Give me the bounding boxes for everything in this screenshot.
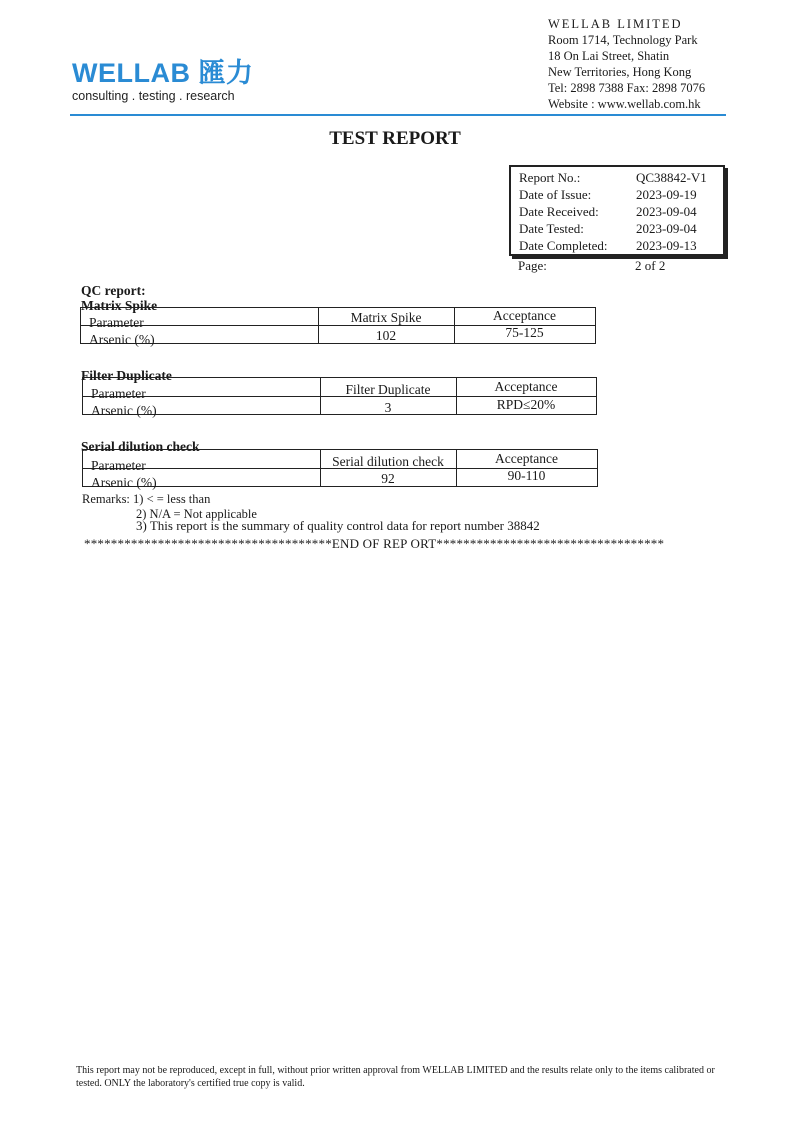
date-completed-label: Date Completed: (519, 238, 608, 253)
table-cell: 90-110 (507, 468, 546, 483)
table-header-cell: Serial dilution check (332, 454, 444, 469)
header-divider (70, 114, 726, 116)
page-value: 2 of 2 (635, 258, 666, 273)
table-header-cell: Filter Duplicate (345, 382, 431, 397)
table-cell: 3 (384, 400, 392, 415)
table-cell: 92 (381, 471, 395, 486)
logo-tagline: consulting . testing . research (72, 89, 235, 103)
address-line: Room 1714, Technology Park (548, 33, 698, 47)
matrix-spike-table (80, 307, 596, 347)
remark-item: 1) < = less than (133, 492, 211, 506)
date-tested-value: 2023-09-04 (636, 221, 697, 236)
logo-brand: WELLAB 匯力 (72, 58, 254, 88)
end-of-report-marker: *************************************END OF REP ORT********************************** (84, 536, 665, 551)
address-line: New Territories, Hong Kong (548, 65, 692, 79)
filter-duplicate-heading: Filter Duplicate (81, 368, 172, 383)
table-cell: 75-125 (505, 325, 544, 340)
table-header-cell: Acceptance (494, 379, 558, 394)
contact-line: Tel: 2898 7388 Fax: 2898 7076 (548, 81, 706, 95)
table-cell: Arsenic (%) (91, 403, 157, 418)
company-logo (72, 58, 253, 103)
footer-disclaimer: This report may not be reproduced, except in full, without prior written approval from WELLAB LIMITED and the results relate only to the items calibrated or tested. ONLY the laboratory's certified true copy is valid. (76, 1065, 715, 1089)
company-address-block (548, 16, 705, 112)
page-title: TEST REPORT (329, 128, 461, 149)
table-header-cell: Parameter (89, 315, 144, 330)
qc-report-heading: QC report: (81, 283, 146, 298)
table-header-cell: Parameter (91, 458, 146, 473)
date-tested-label: Date Tested: (519, 221, 584, 236)
table-cell: RPD≤20% (496, 397, 556, 412)
table-header-cell: Parameter (91, 386, 146, 401)
remarks-line (82, 492, 210, 506)
filter-duplicate-table (82, 377, 597, 418)
date-completed-value: 2023-09-13 (636, 238, 697, 253)
remarks-label: Remarks: (82, 492, 130, 506)
website-line: Website : www.wellab.com.hk (548, 97, 701, 111)
date-of-issue-value: 2023-09-19 (636, 187, 697, 202)
report-number-label: Report No.: (519, 170, 581, 185)
date-received-label: Date Received: (519, 204, 599, 219)
table-cell: 102 (375, 328, 397, 343)
serial-dilution-heading: Serial dilution check (81, 439, 200, 454)
date-of-issue-label: Date of Issue: (519, 187, 592, 202)
table-cell: Arsenic (%) (91, 475, 157, 490)
report-number-value: QC38842-V1 (636, 170, 707, 185)
table-header-cell: Acceptance (493, 308, 556, 323)
table-cell: Arsenic (%) (89, 332, 155, 347)
table-header-cell: Matrix Spike (350, 310, 422, 325)
report-info-box (509, 165, 725, 256)
company-name: WELLAB LIMITED (548, 17, 683, 31)
remark-item: 2) N/A = Not applicable (136, 507, 257, 521)
page-label: Page: (518, 258, 547, 273)
table-header-cell: Acceptance (495, 451, 558, 466)
remark-item: 3) This report is the summary of quality control data for report number 38842 (136, 518, 540, 533)
matrix-spike-heading: Matrix Spike (81, 298, 158, 313)
serial-dilution-table (82, 449, 598, 490)
address-line: 18 On Lai Street, Shatin (548, 49, 670, 63)
date-received-value: 2023-09-04 (636, 204, 697, 219)
